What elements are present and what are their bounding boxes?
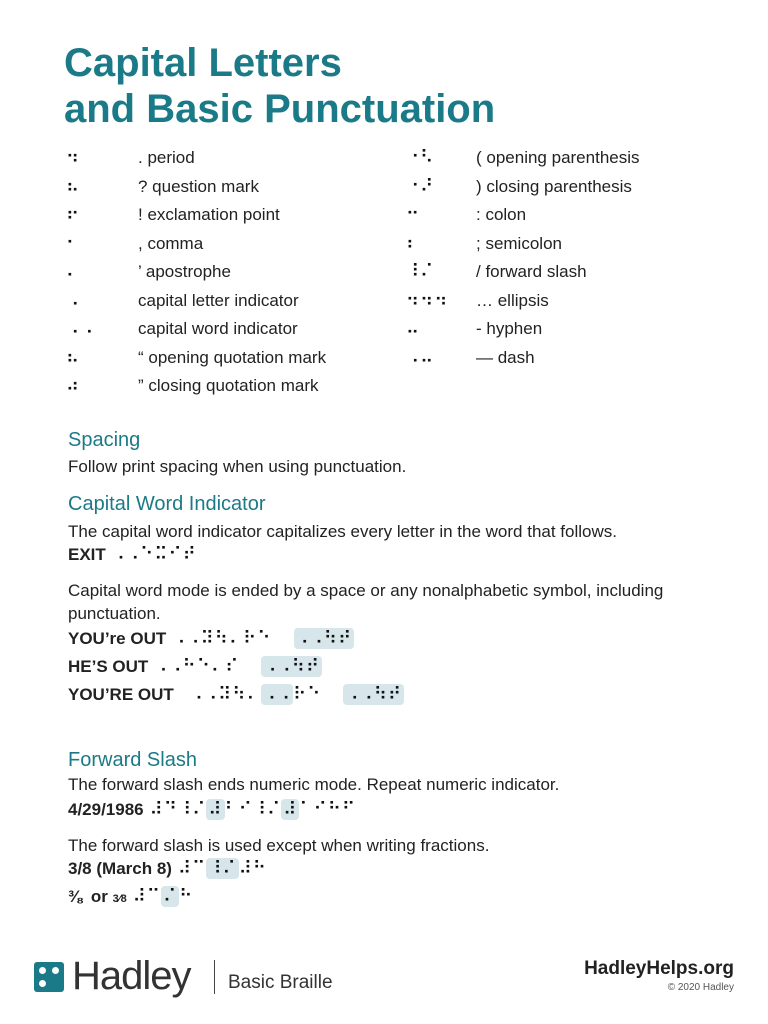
braille-cell: ⠴ (66, 375, 81, 396)
example-braille: ⠗⠑ (293, 684, 322, 705)
punctuation-label: capital letter indicator (138, 290, 299, 310)
example-print: ⅜ (68, 887, 83, 906)
punctuation-label: , comma (138, 233, 204, 253)
braille-cell: ⠂ (66, 232, 81, 254)
forward-slash-heading: Forward Slash (68, 749, 197, 771)
example-braille-highlight: ⠠⠠⠳⠞ (263, 656, 321, 677)
punctuation-label: — dash (476, 347, 535, 367)
example-braille-highlight: ⠠⠠ (262, 684, 292, 705)
example-hes-out (68, 655, 708, 683)
example-print: EXIT (68, 545, 106, 564)
braille-cell: ⠲⠲⠲ (406, 289, 449, 311)
punctuation-label: - hyphen (476, 319, 543, 338)
braille-cell: ⠠⠠ (66, 318, 95, 339)
forward-slash-text-2: The forward slash is used except when writing fractions. (68, 836, 490, 855)
example-braille: ⠼⠉ (177, 858, 207, 879)
example-print-note: (March 8) (96, 859, 172, 878)
punctuation-label: / forward slash (476, 262, 587, 281)
footer (34, 950, 734, 1010)
spacing-section (68, 428, 708, 478)
punctuation-label: . period (138, 148, 195, 167)
title-line-2: and Basic Punctuation (64, 87, 496, 131)
punctuation-label: capital word indicator (138, 319, 298, 338)
braille-cell: ⠐⠣ (406, 147, 435, 168)
braille-cell: ⠖ (66, 204, 81, 225)
punctuation-label: … ellipsis (476, 290, 549, 310)
capital-word-text-2: Capital word mode is ended by a space or any nonalphabetic symbol, including punctuation. (68, 581, 664, 623)
capital-word-text: The capital word indicator capitalizes every letter in the word that follows. (68, 522, 617, 541)
braille-cell: ⠄ (66, 261, 81, 282)
capital-word-heading: Capital Word Indicator (68, 493, 266, 515)
braille-cell: ⠦ (66, 175, 81, 197)
example-print-note: or (90, 887, 108, 906)
brand-name: Hadley (72, 954, 191, 998)
example-braille: ⠠⠠⠑⠭⠊⠞ (111, 544, 197, 565)
example-braille: ⠠⠠⠓⠑⠄⠎ (154, 656, 240, 677)
example-braille: ⠓ (179, 886, 194, 907)
braille-cell: ⠠⠤ (406, 346, 435, 368)
page-title (64, 40, 495, 132)
example-march-8 (68, 857, 708, 885)
braille-cell: ⠦ (66, 346, 81, 368)
example-braille: ⠠⠠⠽⠳⠄ (189, 684, 261, 705)
punctuation-label: ’ apostrophe (138, 262, 231, 281)
braille-cell: ⠆ (406, 232, 421, 254)
forward-slash-text: The forward slash ends numeric mode. Repeat numeric indicator. (68, 775, 560, 794)
example-print: YOU’RE OUT (68, 685, 174, 704)
course-name: Basic Braille (228, 972, 333, 993)
example-print-fraction: 3⁄8 (112, 893, 127, 905)
example-braille-highlight: ⠸⠌ (208, 858, 237, 879)
example-youre-out-2 (68, 683, 708, 711)
example-print: 3/8 (68, 859, 92, 878)
capital-word-section (68, 492, 708, 711)
example-print: HE’S OUT (68, 657, 149, 676)
punctuation-label: ! exclamation point (138, 205, 280, 224)
example-braille-highlight: ⠠⠠⠳⠞ (295, 628, 353, 649)
example-braille: ⠼⠓ (238, 858, 268, 879)
braille-cell: ⠸⠌ (406, 261, 435, 282)
footer-divider (214, 960, 215, 994)
example-braille-highlight: ⠠⠠⠳⠞ (345, 684, 403, 705)
braille-cell: ⠲ (66, 147, 81, 168)
spacing-text: Follow print spacing when using punctuation. (68, 457, 407, 476)
example-braille: ⠁⠊⠓⠋ (299, 799, 357, 820)
forward-slash-section (68, 748, 708, 913)
example-braille-highlight: ⠌ (163, 886, 178, 907)
title-line-1: Capital Letters (64, 41, 342, 85)
braille-cell: ⠠ (66, 289, 81, 311)
punctuation-label: ” closing quotation mark (138, 376, 319, 395)
example-print: 4/29/1986 (68, 800, 144, 819)
example-youre-out-1 (68, 627, 708, 655)
copyright: © 2020 Hadley (667, 982, 734, 993)
example-braille: ⠠⠠⠽⠳⠄⠗⠑ (172, 628, 272, 649)
example-print: YOU’re OUT (68, 629, 167, 648)
example-braille-highlight: ⠼ (208, 799, 223, 820)
example-exit (68, 543, 708, 571)
example-braille-highlight: ⠼ (283, 799, 298, 820)
braille-cell: ⠒ (406, 204, 421, 225)
punctuation-label: ; semicolon (476, 233, 562, 253)
punctuation-label: ? question mark (138, 176, 259, 196)
example-date (68, 798, 708, 826)
example-braille: ⠼⠉ (132, 886, 162, 907)
braille-cell: ⠐⠜ (406, 175, 435, 197)
punctuation-label: ) closing parenthesis (476, 176, 632, 196)
example-braille: ⠃⠊⠸⠌ (224, 799, 282, 820)
punctuation-label: ( opening parenthesis (476, 148, 640, 167)
braille-cell: ⠤ (406, 318, 421, 339)
spacing-heading: Spacing (68, 429, 141, 451)
example-fraction (68, 885, 708, 913)
example-braille: ⠼⠙⠸⠌ (149, 799, 207, 820)
website-link[interactable]: HadleyHelps.org (584, 958, 734, 979)
hadley-logo-icon (34, 962, 64, 992)
punctuation-label: : colon (476, 205, 527, 224)
punctuation-label: “ opening quotation mark (138, 347, 327, 367)
